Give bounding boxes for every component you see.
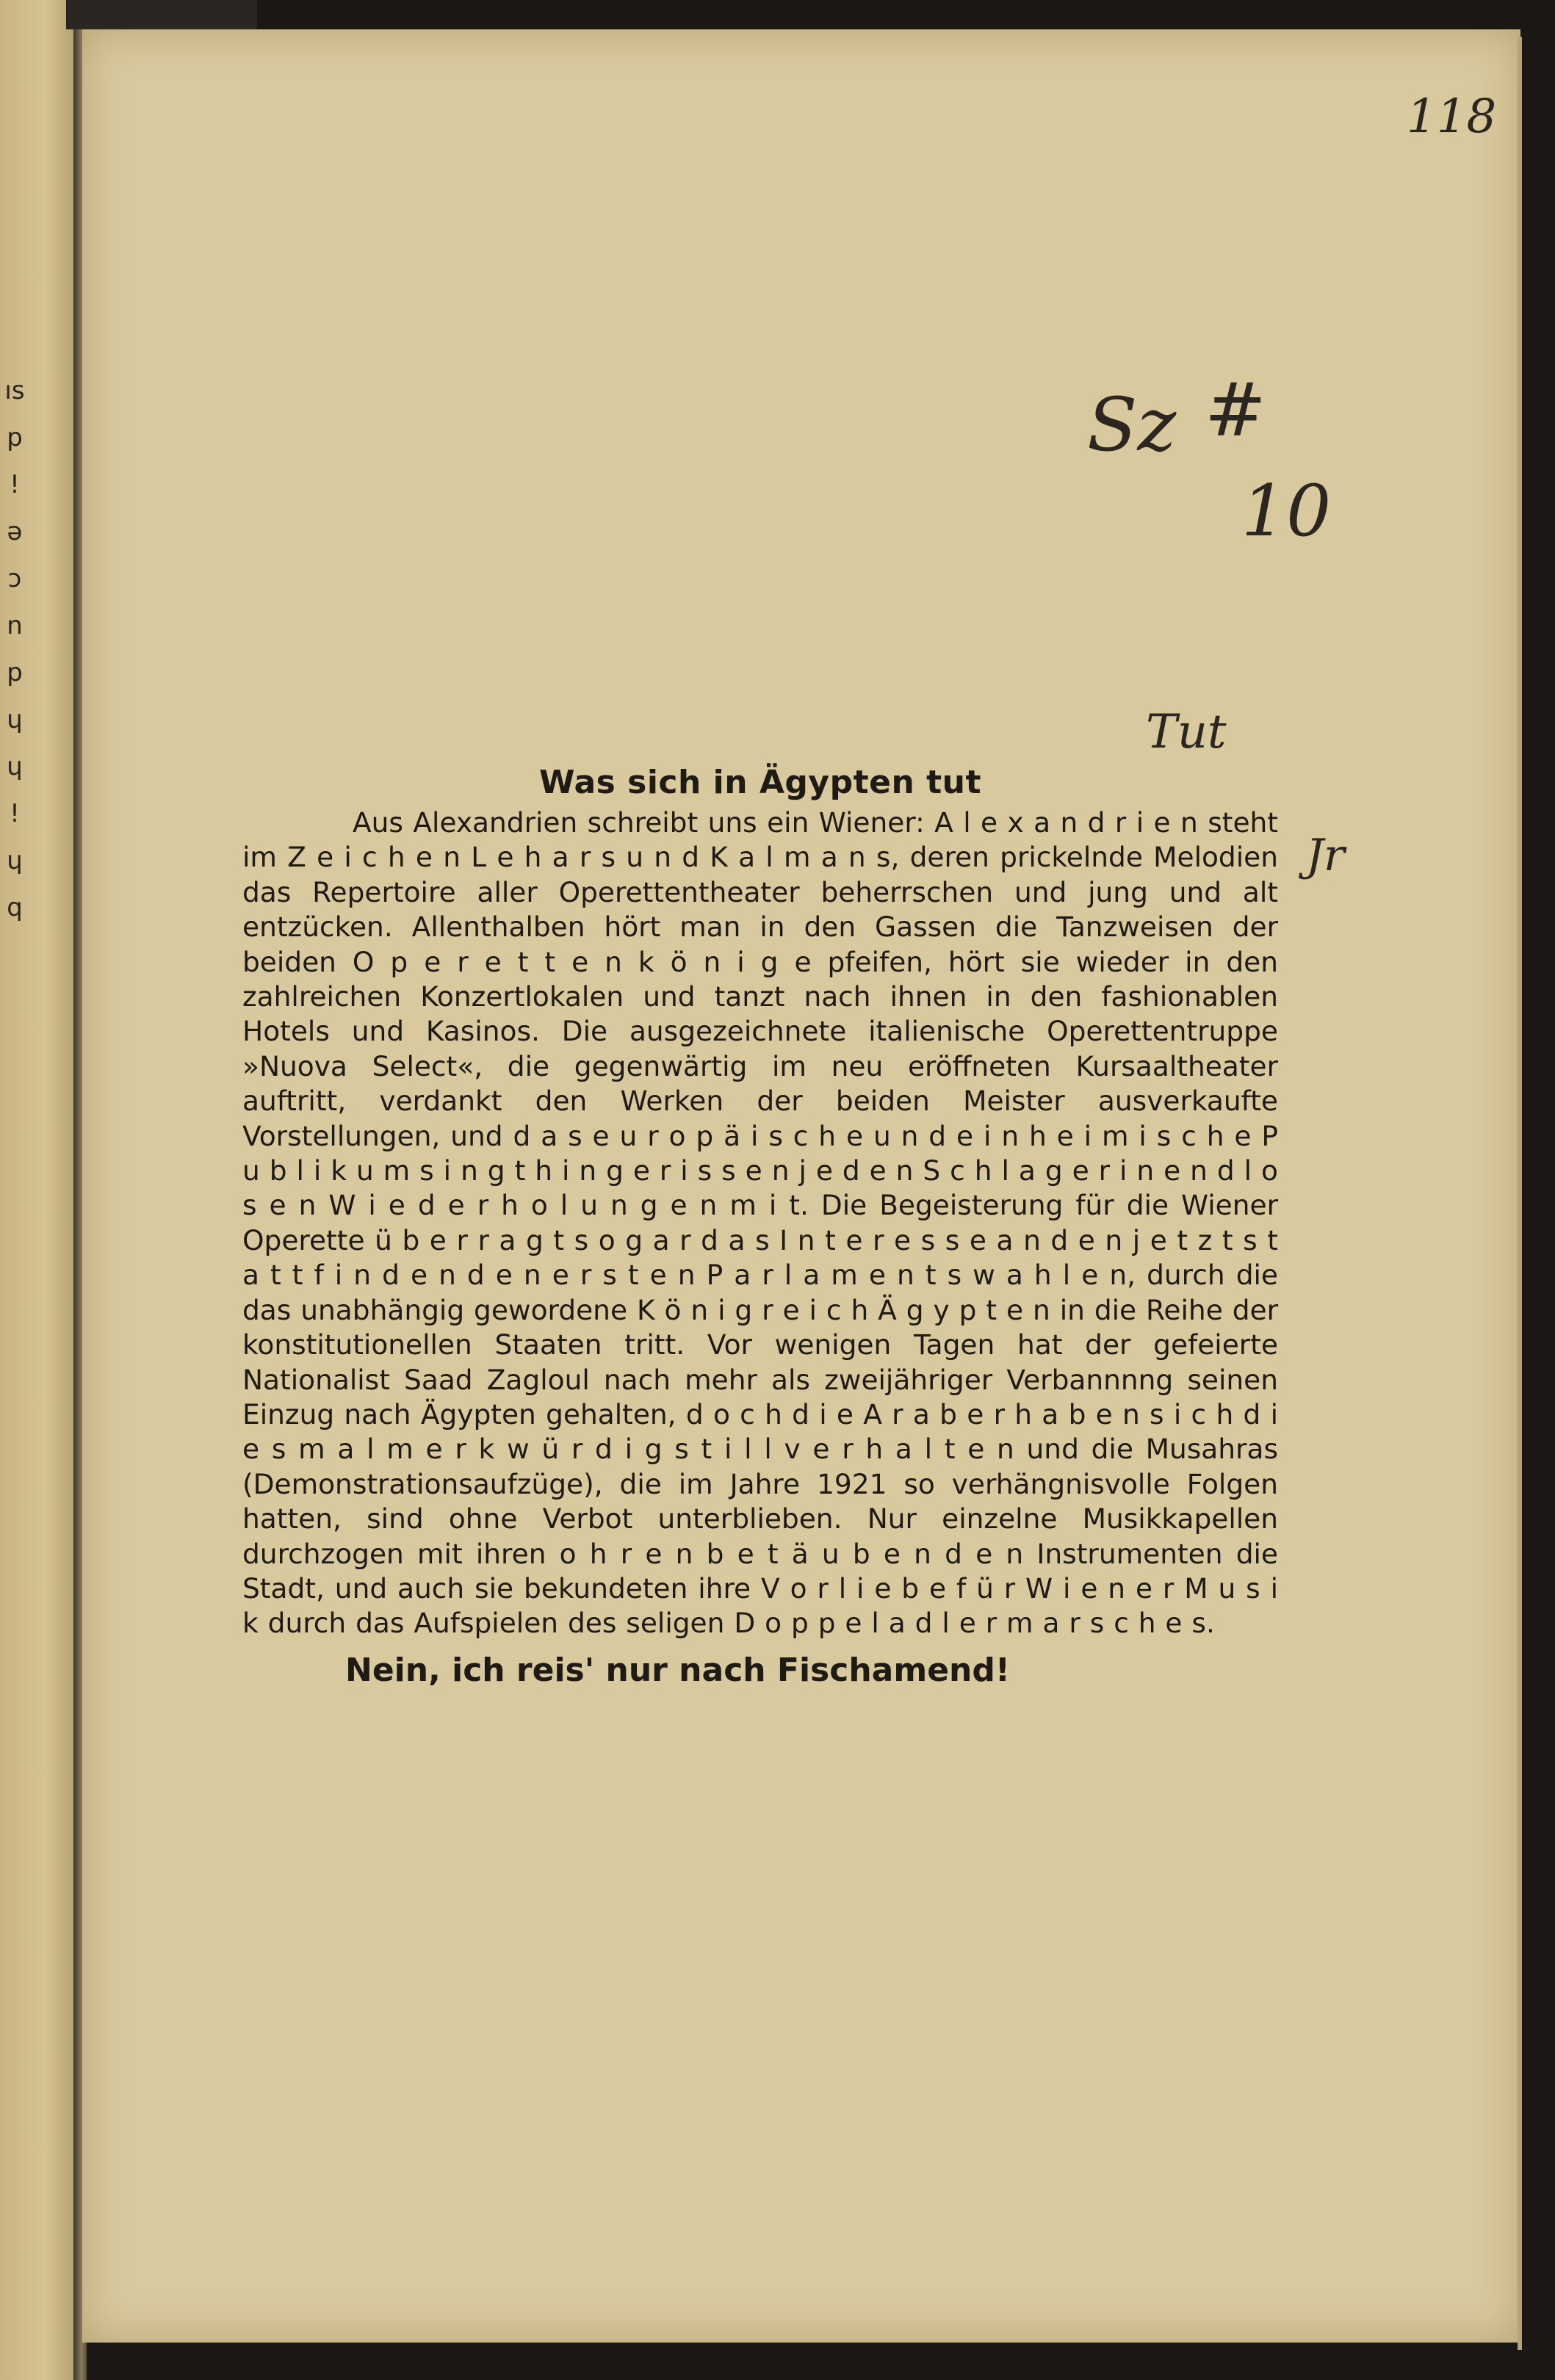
article-title: Was sich in Ägypten tut bbox=[538, 764, 982, 801]
margin-glyph: ıs bbox=[4, 376, 25, 405]
margin-glyph: ɥ bbox=[7, 752, 23, 781]
margin-glyph: p bbox=[7, 658, 23, 687]
margin-glyph: ! bbox=[10, 470, 20, 499]
handwritten-annotation: 10 bbox=[1241, 470, 1332, 552]
handwritten-annotation: # bbox=[1205, 367, 1266, 453]
article-body: Aus Alexandrien schreibt uns ein Wiener: A l e x a n d r i e n steht im Z e i c h e n L e h a r s u n d K a l m a n s, deren prickelnde Melodien das Repertoire aller Operettentheater beherrschen und jung und alt entzücken. Allenthalben hört man in den Gassen die Tanzweisen der beiden O p e r e t t e n k ö n i g e pfeifen, hört sie wieder in den zahlreichen Konzertlokalen und tanzt nach ihnen in den fashionablen Hotels und Kasinos. Die ausgezeichnete italienische Operettentruppe »Nuova Select«, die gegenwärtig im neu eröffneten Kursaaltheater auftritt, verdankt den Werken der beiden Meister ausverkaufte Vorstellungen, und d a s e u r o p ä i s c h e u n d e i n h e i m i s c h e P u b l i k u m s i n g t h i n g e r i s s e n j e d e n S c h l a g e r i n e n d l o s e n W i e d e r h o l u n g e n m i t. Die Begeisterung für die Wiener Operette ü b e r r a g t s o g a r d a s I n t e r e s s e a n d e n j e t z t s t a t t f i n d e n d e n e r s t e n P a r l a m e n t s w a h l e n, durch die das unabhängig gewordene K ö n i g r e i c h Ä g y p t e n in die Reihe der konstitutionellen Staaten tritt. Vor wenigen Tagen hat der gefeierte Nationalist Saad Zagloul nach mehr als zweijähriger Verbannnng seinen Einzug nach Ägypten gehalten, d o c h d i e A r a b e r h a b e n s i c h d i e s m a l m e r k w ü r d i g s t i l l v e r h a l t e n und die Musahras (Demonstrationsaufzüge), die im Jahre 1921 so verhängnisvolle Folgen hatten, sind ohne Verbot unterblieben. Nur einzelne Musikkapellen durchzogen mit ihren o h r e n b e t ä u b e n d e n Instrumenten die Stadt, und auch sie bekundeten ihre V o r l i e b e f ü r W i e n e r M u s i k durch das Aufspielen des seligen D o p p e l a d l e r m a r s c h e s. bbox=[242, 806, 1278, 1640]
margin-glyph: p bbox=[7, 423, 23, 452]
facing-page-edge bbox=[0, 0, 76, 2380]
facing-page-text-fragments bbox=[0, 367, 29, 931]
handwritten-annotation: Tut bbox=[1146, 705, 1227, 759]
margin-glyph: ɥ bbox=[7, 705, 23, 734]
handwritten-page-number: 118 bbox=[1407, 90, 1497, 144]
article-closing-line: Nein, ich reis' nur nach Fischamend! bbox=[345, 1651, 1010, 1689]
margin-glyph: n bbox=[7, 611, 23, 640]
handwritten-annotation: Sz bbox=[1087, 382, 1177, 468]
article bbox=[242, 764, 1278, 1689]
binding-strip bbox=[66, 0, 257, 29]
margin-glyph: q bbox=[7, 893, 23, 922]
handwritten-annotation: Jr bbox=[1306, 830, 1345, 881]
page-edge bbox=[1518, 37, 1522, 2350]
margin-glyph: ! bbox=[10, 799, 20, 828]
margin-glyph: ə bbox=[7, 517, 23, 546]
margin-glyph: ɔ bbox=[7, 564, 22, 593]
margin-glyph: ɥ bbox=[7, 846, 23, 875]
